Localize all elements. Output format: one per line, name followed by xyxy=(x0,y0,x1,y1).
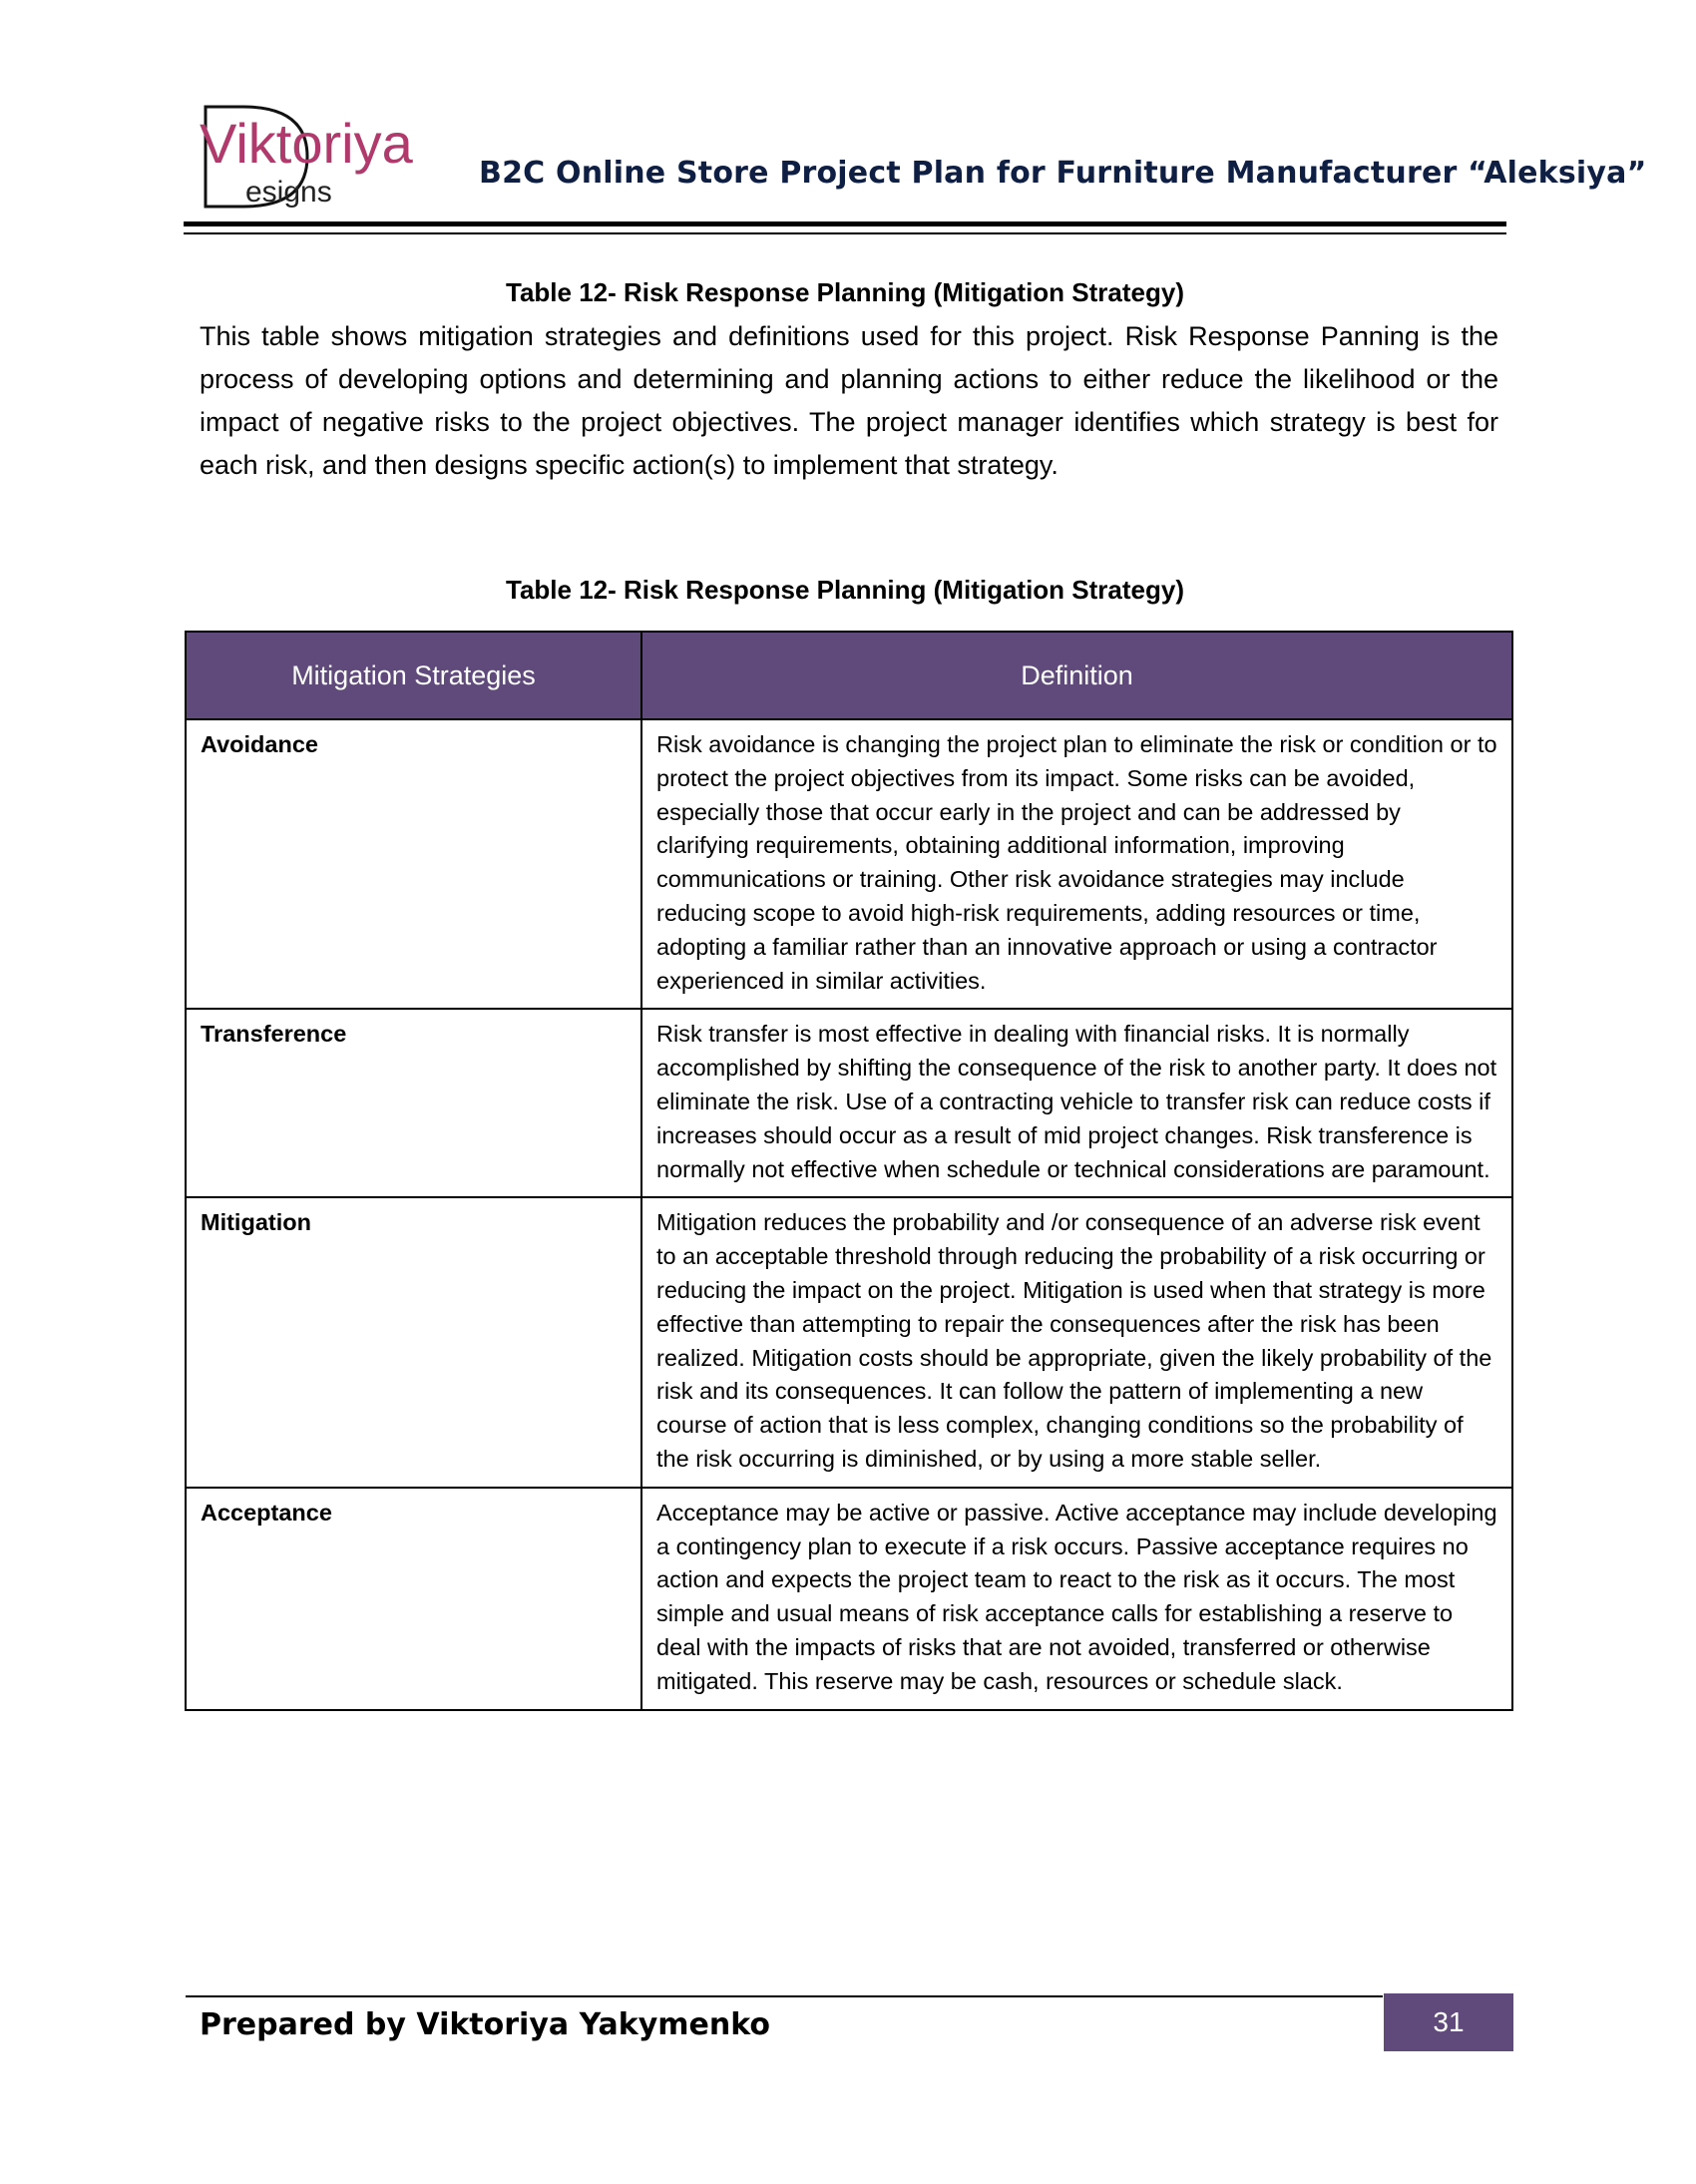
definition-cell: Acceptance may be active or passive. Active acceptance may include developing a contingency plan to execute if a risk occurs. Passive acceptance requires no action and expects the project team to react to the risk as it occurs. The most simple and usual means of risk acceptance calls for establishing a reserve to deal with the impacts of risks that are not avoided, transferred or otherwise mitigated. This reserve may be cash, resources or schedule slack. xyxy=(641,1488,1512,1710)
column-header-definition: Definition xyxy=(641,632,1512,719)
section-caption: Table 12- Risk Response Planning (Mitigation Strategy) xyxy=(506,277,1184,307)
company-logo xyxy=(196,103,455,211)
definition-cell: Mitigation reduces the probability and /or consequence of an adverse risk event to an acceptable threshold through reducing the probability of a risk occurring or reducing the impact on the project. Mitigation is used when that strategy is more effective than attempting to repair the consequences after the risk has been realized. Mitigation costs should be appropriate, given the likely probability of the risk and its consequences. It can follow the pattern of implementing a new course of action that is less complex, changing conditions so the probability of the risk occurring is diminished, or by using a more stable seller. xyxy=(641,1197,1512,1487)
table-row xyxy=(186,719,1512,1009)
strategy-cell: Transference xyxy=(186,1009,641,1197)
strategy-cell: Acceptance xyxy=(186,1488,641,1710)
table-row xyxy=(186,1009,1512,1197)
table-caption: Table 12- Risk Response Planning (Mitigation Strategy) xyxy=(506,575,1184,605)
page-number: 31 xyxy=(1384,1993,1513,2051)
document-title: B2C Online Store Project Plan for Furniture Manufacturer “Aleksiya” xyxy=(479,156,1647,191)
risk-response-table xyxy=(185,631,1513,1711)
logo-subtext: esigns xyxy=(245,176,332,209)
table-header-row xyxy=(186,632,1512,719)
strategy-cell: Mitigation xyxy=(186,1197,641,1487)
definition-cell: Risk avoidance is changing the project plan to eliminate the risk or condition or to protect the project objectives from its impact. Some risks can be avoided, especially those that occur early in the project and can be addressed by clarifying requirements, obtaining additional information, improving communications or training. Other risk avoidance strategies may include reducing scope to avoid high-risk requirements, adding resources or time, adopting a familiar rather than an innovative approach or using a contractor experienced in similar activities. xyxy=(641,719,1512,1009)
table-row xyxy=(186,1197,1512,1487)
header-divider-thin xyxy=(184,232,1506,234)
header-divider-thick xyxy=(184,221,1506,226)
prepared-by: Prepared by Viktoriya Yakymenko xyxy=(200,2007,771,2042)
column-header-strategies: Mitigation Strategies xyxy=(186,632,641,719)
footer-divider xyxy=(186,1995,1383,1997)
definition-cell: Risk transfer is most effective in dealing with financial risks. It is normally accomplished by shifting the consequence of the risk to another party. It does not eliminate the risk. Use of a contracting vehicle to transfer risk can reduce costs if increases should occur as a result of mid project changes. Risk transference is normally not effective when schedule or technical considerations are paramount. xyxy=(641,1009,1512,1197)
logo-wordmark: Viktoriya xyxy=(200,112,413,175)
strategy-cell: Avoidance xyxy=(186,719,641,1009)
table-row xyxy=(186,1488,1512,1710)
intro-paragraph: This table shows mitigation strategies and definitions used for this project. Risk Response Panning is the process of developing options and determining and planning actions to either reduce the likelihood or the impact of negative risks to the project objectives. The project manager identifies which strategy is best for each risk, and then designs specific action(s) to implement that strategy. xyxy=(200,321,1498,480)
